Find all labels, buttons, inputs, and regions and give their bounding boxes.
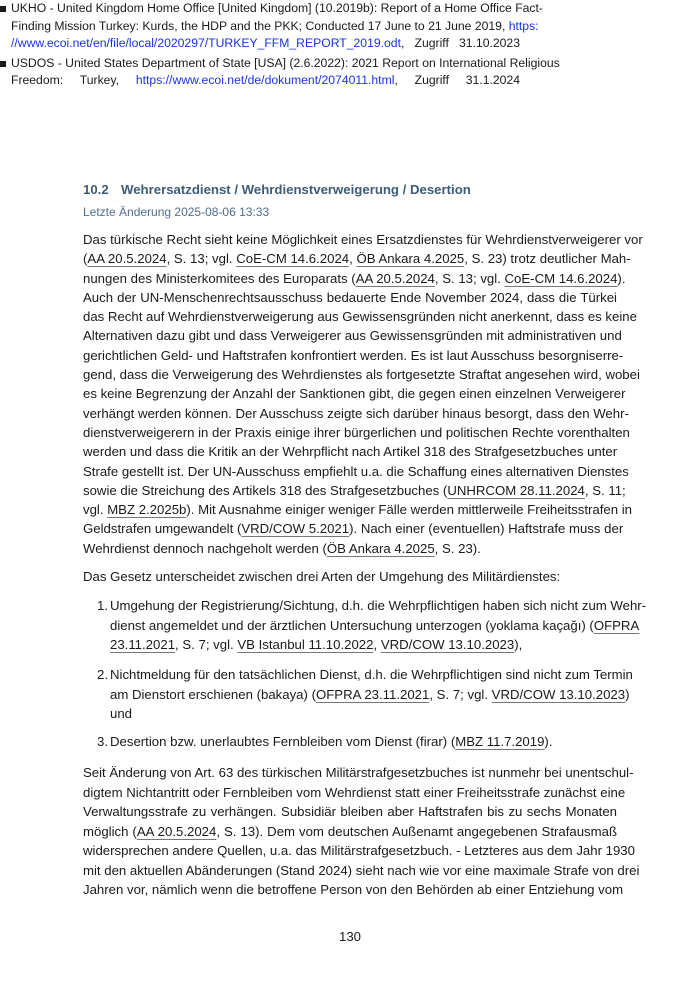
text-line bbox=[83, 365, 640, 384]
text-segment: Strafe gestellt ist. Der UN-Ausschuss empfiehlt u.a. die Schaffung eines alternativen Dienstes bbox=[83, 463, 629, 479]
url-link[interactable]: https: bbox=[508, 18, 539, 33]
paragraph bbox=[83, 230, 643, 558]
reference-item bbox=[0, 55, 560, 90]
text-segment: ). Mit Ausnahme einiger weniger Fälle werden mittlerweile Freiheitsstrafen in bbox=[186, 502, 632, 518]
text-segment: , S. 13). Dem vom deutschen Außenamt angegebenen Strafausmaß bbox=[216, 823, 618, 839]
text-segment: Umgehung der Registrierung/Sichtung, d.h. die Wehrpflichtigen haben sich nicht zum Wehr- bbox=[110, 598, 647, 613]
text-segment: , S. 13; vgl. bbox=[434, 270, 505, 286]
text-segment: werden und dass die Kritik an der Wehrpflicht nach Artikel 318 des Strafgesetzbuches unter bbox=[83, 444, 618, 460]
text-line bbox=[83, 384, 626, 403]
citation-link[interactable]: ÖB Ankara 4.2025 bbox=[326, 540, 435, 556]
citation-link[interactable]: AA 20.5.2024 bbox=[87, 251, 167, 267]
citation-link[interactable]: 23.11.2021 bbox=[110, 637, 176, 652]
text-line bbox=[83, 880, 624, 900]
list-item bbox=[97, 665, 633, 724]
list-item bbox=[97, 596, 647, 655]
text-segment: Verwaltungsstrafe zu verhängen. Subsidiär bleiben aber Haftstrafen bis zu sechs Monaten bbox=[83, 804, 617, 819]
citation-link[interactable]: CoE-CM 14.6.2024 bbox=[236, 251, 350, 267]
text-line bbox=[83, 567, 617, 586]
citation-link[interactable]: CoE-CM 14.6.2024 bbox=[504, 270, 618, 286]
text-line bbox=[83, 519, 624, 538]
text-segment: Das türkische Recht sieht keine Möglichkeit eines Ersatzdienstes für Wehrdienstverweigerer vor bbox=[83, 232, 643, 247]
text-line bbox=[83, 462, 629, 481]
text-line bbox=[83, 763, 634, 783]
text-segment: ). Nach einer (eventuellen) Haftstrafe muss der bbox=[349, 521, 624, 537]
text-line bbox=[110, 616, 640, 636]
citation-link[interactable]: OFPRA bbox=[593, 617, 640, 633]
citation-link[interactable]: AA 20.5.2024 bbox=[136, 823, 217, 839]
text-segment: Alternativen dazu gibt und dass Verweigerer aus Gewissensgründen mit administrativen und bbox=[83, 328, 622, 344]
paragraph bbox=[83, 567, 617, 586]
text-line bbox=[110, 665, 633, 685]
text-line bbox=[83, 288, 617, 307]
text-line bbox=[110, 596, 647, 616]
text-line bbox=[11, 18, 539, 36]
citation-link[interactable]: AA 20.5.2024 bbox=[355, 270, 435, 286]
section-heading bbox=[83, 182, 617, 197]
text-line bbox=[83, 841, 635, 861]
bullet-square-icon bbox=[0, 6, 6, 12]
list-number: 3. bbox=[97, 734, 108, 749]
text-segment: Geldstrafen umgewandelt ( bbox=[83, 521, 242, 537]
text-segment: vgl. bbox=[83, 502, 108, 518]
text-segment: das Recht auf Wehrdienstverweigerung aus Gewissensgründen nicht anerkennt, dass es keine bbox=[83, 309, 637, 325]
text-line bbox=[83, 783, 626, 803]
text-segment: gerichtlichen Geld- und Haftstrafen konfrontiert werden. Es ist laut Ausschuss besorgniserre- bbox=[83, 347, 624, 363]
reference-list bbox=[0, 0, 560, 90]
url-link[interactable]: https://www.ecoi.net/de/dokument/2074011.html bbox=[135, 73, 395, 87]
text-segment: , S. 13; vgl. bbox=[166, 251, 237, 267]
page-number: 130 bbox=[338, 929, 361, 944]
citation-link[interactable]: VRD/COW 5.2021 bbox=[241, 521, 350, 537]
text-segment: , S. 23) trotz deutlicher Mah- bbox=[464, 251, 631, 267]
text-segment: ( bbox=[83, 251, 88, 267]
last-changed: Letzte Änderung 2025-08-06 13:33 bbox=[83, 205, 270, 219]
text-segment: Auch der UN-Menschenrechtsausschuss bedauerte Ende November 2024, dass die Türkei bbox=[83, 289, 617, 305]
list-number: 1. bbox=[97, 598, 108, 613]
paragraph bbox=[83, 763, 640, 900]
citation-link[interactable]: VRD/COW 13.10.2023 bbox=[491, 686, 626, 702]
reference-item bbox=[0, 0, 543, 53]
text-segment: sowie die Streichung des Artikels 318 des Strafgesetzbuches ( bbox=[83, 482, 448, 498]
text-line bbox=[83, 822, 617, 842]
text-line bbox=[83, 539, 617, 558]
text-line bbox=[83, 423, 630, 442]
text-segment: Seit Änderung von Art. 63 des türkischen Militärstrafgesetzbuches ist nunmehr bei unentschul- bbox=[83, 765, 634, 780]
text-line bbox=[110, 685, 630, 705]
text-line bbox=[83, 307, 637, 326]
text-segment: möglich ( bbox=[83, 823, 137, 839]
text-segment: , Zugriff 31.10.2023 bbox=[400, 36, 520, 50]
text-segment: nungen des Ministerkomitees des Europarats ( bbox=[83, 270, 356, 286]
text-line bbox=[110, 732, 617, 752]
text-segment: USDOS - United States Department of State [USA] (2.6.2022): 2021 Report on International Religious bbox=[11, 55, 560, 70]
section-number: 10.2 bbox=[83, 182, 109, 197]
text-segment: es keine Begrenzung der Anzahl der Sanktionen gibt, die gegen einen einzelnen Verweigerer bbox=[83, 386, 626, 402]
text-segment: ). bbox=[617, 270, 626, 286]
text-segment: , S. 23). bbox=[434, 540, 481, 556]
text-line bbox=[11, 55, 560, 73]
text-segment: Desertion bzw. unerlaubtes Fernbleiben vom Dienst (firar) ( bbox=[110, 734, 456, 749]
text-segment: ). bbox=[544, 734, 553, 749]
list-number: 2. bbox=[97, 667, 108, 682]
list-item bbox=[97, 732, 617, 752]
text-segment: mit den aktuellen Abänderungen (Stand 2024) sieht nach wie vor eine maximale Strafe von drei bbox=[83, 862, 640, 878]
text-segment: Jahren vor, nämlich wenn die betroffene Person von den Behörden ab einer Entziehung vom bbox=[83, 882, 624, 897]
text-line bbox=[11, 35, 520, 53]
text-line bbox=[83, 861, 640, 881]
text-segment: verhängt werden können. Der Ausschuss zeigte sich darüber hinaus besorgt, dass den Wehr- bbox=[83, 405, 629, 421]
text-line bbox=[83, 481, 626, 500]
text-segment: , S. 7; vgl. bbox=[175, 637, 238, 652]
text-segment: , S. 7; vgl. bbox=[429, 686, 492, 702]
citation-link[interactable]: MBZ 2.2025b bbox=[107, 502, 187, 518]
text-segment: , bbox=[373, 637, 381, 652]
citation-link[interactable]: OFPRA 23.11.2021 bbox=[315, 686, 430, 702]
text-line bbox=[83, 802, 617, 822]
text-line bbox=[83, 404, 629, 423]
text-line bbox=[11, 72, 520, 90]
text-segment: digtem Nichtantritt oder Fernbleiben vom Wehrdienst statt einer Freiheitsstrafe zunächst eine bbox=[83, 784, 626, 800]
bullet-square-icon bbox=[0, 61, 6, 67]
citation-link[interactable]: MBZ 11.7.2019 bbox=[455, 734, 545, 749]
text-line bbox=[83, 249, 631, 268]
citation-link[interactable]: VRD/COW 13.10.2023 bbox=[380, 637, 515, 652]
text-segment: Finding Mission Turkey: Kurds, the HDP and the PKK; Conducted 17 June to 21 June 2019, bbox=[11, 18, 509, 33]
text-line bbox=[110, 704, 617, 724]
text-segment: , bbox=[349, 251, 357, 267]
text-segment: Das Gesetz unterscheidet zwischen drei Arten der Umgehung des Militärdienstes: bbox=[83, 569, 561, 584]
text-segment: Wehrdienst dennoch nachgeholt werden ( bbox=[83, 540, 327, 556]
text-line bbox=[83, 269, 626, 288]
text-segment: UKHO - United Kingdom Home Office [United Kingdom] (10.2019b): Report of a Home Office Fact- bbox=[11, 1, 543, 15]
text-line bbox=[83, 230, 643, 249]
text-segment: Nichtmeldung für den tatsächlichen Dienst, d.h. die Wehrpflichtigen sind nicht zum Termin bbox=[110, 667, 633, 682]
text-segment: Freedom: Turkey, bbox=[11, 73, 136, 87]
citation-link[interactable]: VB Istanbul 11.10.2022 bbox=[237, 637, 374, 652]
text-segment: dienstverweigerern in der Praxis einige ihrer bürgerlichen und politischen Rechte vorenthalten bbox=[83, 424, 630, 440]
text-line bbox=[11, 0, 543, 18]
text-segment: dienst angemeldet und der ärztlichen Untersuchung unterzogen (yoklama kaçağı) ( bbox=[110, 617, 594, 633]
text-line bbox=[110, 635, 617, 655]
citation-link[interactable]: UNHRCOM 28.11.2024 bbox=[447, 482, 585, 498]
text-line bbox=[83, 346, 624, 365]
text-segment: und bbox=[110, 706, 133, 721]
text-line bbox=[83, 326, 622, 345]
section-title: Wehrersatzdienst / Wehrdienstverweigerung / Desertion bbox=[121, 182, 471, 197]
citation-link[interactable]: ÖB Ankara 4.2025 bbox=[356, 251, 465, 267]
text-line bbox=[83, 442, 617, 461]
text-segment: am Dienstort erschienen (bakaya) ( bbox=[110, 686, 316, 702]
text-line bbox=[83, 500, 632, 519]
url-link[interactable]: //www.ecoi.net/en/file/local/2020297/TURKEY_FFM_REPORT_2019.odt bbox=[11, 36, 401, 50]
text-segment: widersprechen andere Quellen, u.a. das Militärstrafgesetzbuch. - Letzteres aus dem Jahr 1930 bbox=[83, 843, 635, 858]
text-segment: , S. 11; bbox=[584, 482, 626, 498]
text-segment: , Zugriff 31.1.2024 bbox=[394, 73, 521, 87]
text-segment: gend, dass die Verweigerung des Wehrdienstes als fortgesetzte Straftat angesehen wird, wobei bbox=[83, 367, 640, 383]
text-segment: ), bbox=[514, 637, 523, 652]
text-segment: ) bbox=[625, 686, 630, 702]
